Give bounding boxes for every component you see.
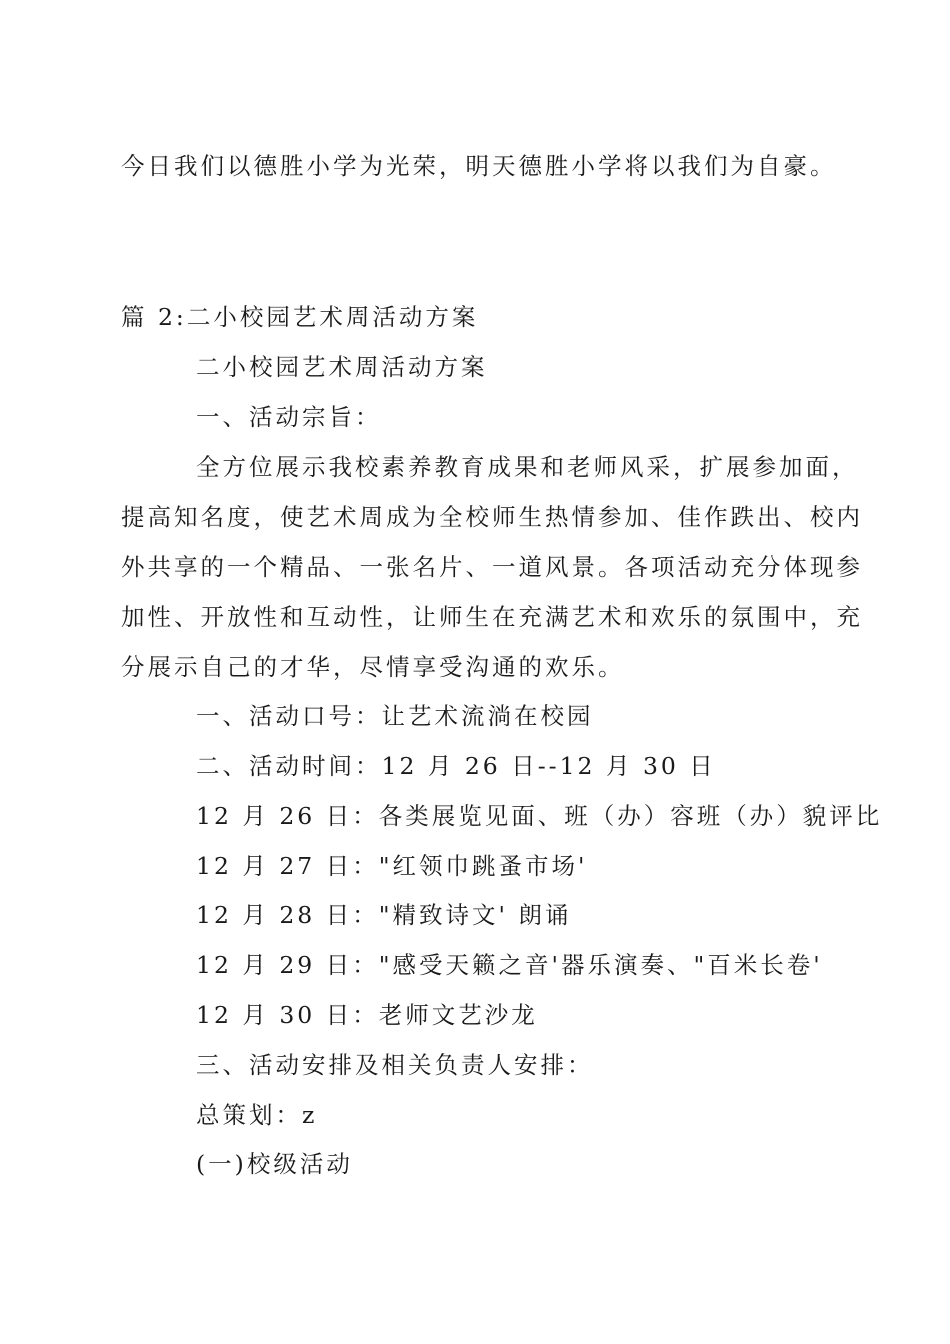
- schedule-item: 12 月 26 日：各类展览见面、班（办）容班（办）貌评比: [196, 802, 883, 830]
- school-activities-heading: (一)校级活动: [196, 1150, 353, 1178]
- purpose-paragraph-line: 提高知名度，使艺术周成为全校师生热情参加、佳作跌出、校内: [121, 503, 863, 531]
- planner-line: 总策划：z: [196, 1101, 318, 1129]
- arrangement-heading: 三、活动安排及相关负责人安排：: [196, 1051, 594, 1079]
- purpose-paragraph-line: 全方位展示我校素养教育成果和老师风采，扩展参加面，: [196, 453, 859, 481]
- purpose-heading: 一、活动宗旨：: [196, 403, 382, 431]
- document-title: 二小校园艺术周活动方案: [196, 353, 488, 381]
- slogan-line: 一、活动口号：让艺术流淌在校园: [196, 702, 594, 730]
- purpose-paragraph-line: 外共享的一个精品、一张名片、一道风景。各项活动充分体现参: [121, 553, 863, 581]
- schedule-item: 12 月 30 日：老师文艺沙龙: [196, 1001, 538, 1029]
- purpose-paragraph-line: 加性、开放性和互动性，让师生在充满艺术和欢乐的氛围中，充: [121, 603, 863, 631]
- time-line: 二、活动时间：12 月 26 日--12 月 30 日: [196, 752, 716, 780]
- schedule-item: 12 月 29 日："感受天籁之音'器乐演奏、"百米长卷': [196, 951, 823, 979]
- section-heading: 篇 2:二小校园艺术周活动方案: [121, 303, 479, 331]
- purpose-paragraph-line: 分展示自己的才华，尽情享受沟通的欢乐。: [121, 653, 625, 681]
- closing-line: 今日我们以德胜小学为光荣，明天德胜小学将以我们为自豪。: [121, 152, 837, 180]
- schedule-item: 12 月 28 日："精致诗文' 朗诵: [196, 901, 572, 929]
- schedule-item: 12 月 27 日："红领巾跳蚤市场': [196, 852, 588, 880]
